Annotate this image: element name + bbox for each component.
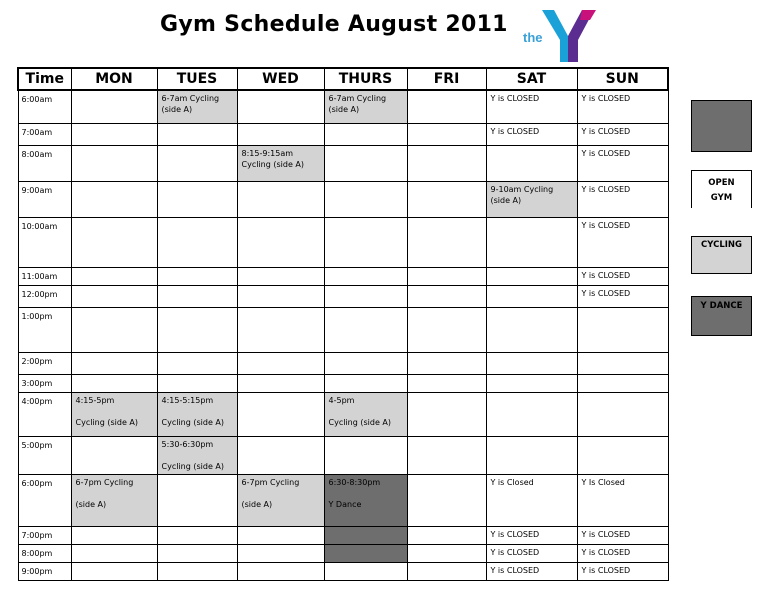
schedule-cell-thurs — [324, 181, 407, 217]
schedule-row — [18, 526, 668, 544]
schedule-cell-sun — [577, 392, 668, 436]
schedule-cell-fri — [407, 267, 486, 285]
time-cell: 3:00pm — [18, 374, 71, 392]
schedule-cell-wed — [237, 544, 324, 562]
schedule-cell-fri — [407, 352, 486, 374]
schedule-cell-tues — [157, 352, 237, 374]
schedule-cell-thurs: 4-5pm Cycling (side A) — [324, 392, 407, 436]
schedule-row — [18, 562, 668, 580]
time-cell: 5:00pm — [18, 436, 71, 474]
schedule-cell-fri — [407, 562, 486, 580]
schedule-cell-thurs — [324, 374, 407, 392]
schedule-cell-wed — [237, 123, 324, 145]
schedule-cell-sun: Y is CLOSED — [577, 90, 668, 123]
schedule-cell-tues — [157, 123, 237, 145]
schedule-cell-tues: 5:30-6:30pm Cycling (side A) — [157, 436, 237, 474]
time-cell: 8:00am — [18, 145, 71, 181]
page-title: Gym Schedule August 2011 — [160, 12, 508, 37]
schedule-cell-fri — [407, 526, 486, 544]
schedule-cell-fri — [407, 123, 486, 145]
schedule-cell-sat: 9-10am Cycling (side A) — [486, 181, 577, 217]
schedule-cell-sun: Y is CLOSED — [577, 526, 668, 544]
legend-swatch-dark — [691, 100, 752, 152]
schedule-cell-thurs — [324, 436, 407, 474]
schedule-cell-sun — [577, 307, 668, 352]
schedule-cell-wed — [237, 307, 324, 352]
schedule-cell-thurs: 6:30-8:30pm Y Dance — [324, 474, 407, 526]
time-cell: 10:00am — [18, 217, 71, 267]
schedule-cell-fri — [407, 181, 486, 217]
schedule-cell-tues — [157, 267, 237, 285]
schedule-cell-sat: Y is CLOSED — [486, 123, 577, 145]
schedule-cell-sun — [577, 352, 668, 374]
schedule-cell-tues — [157, 544, 237, 562]
schedule-row — [18, 307, 668, 352]
schedule-row — [18, 352, 668, 374]
schedule-cell-sat — [486, 374, 577, 392]
schedule-cell-mon — [71, 352, 157, 374]
schedule-cell-sun: Y Is Closed — [577, 474, 668, 526]
schedule-cell-wed — [237, 392, 324, 436]
schedule-cell-thurs — [324, 267, 407, 285]
schedule-row — [18, 392, 668, 436]
column-header-sat: SAT — [486, 68, 577, 90]
schedule-row — [18, 374, 668, 392]
schedule-cell-wed: 6-7pm Cycling (side A) — [237, 474, 324, 526]
schedule-cell-sat — [486, 267, 577, 285]
schedule-row — [18, 181, 668, 217]
schedule-cell-fri — [407, 474, 486, 526]
schedule-cell-mon — [71, 374, 157, 392]
schedule-cell-sat: Y is CLOSED — [486, 562, 577, 580]
schedule-cell-sat — [486, 285, 577, 307]
schedule-row — [18, 217, 668, 267]
schedule-cell-sun: Y is CLOSED — [577, 145, 668, 181]
schedule-cell-sat — [486, 436, 577, 474]
column-header-tues: TUES — [157, 68, 237, 90]
time-cell: 9:00pm — [18, 562, 71, 580]
schedule-cell-sat: Y is CLOSED — [486, 526, 577, 544]
schedule-cell-sun: Y is CLOSED — [577, 285, 668, 307]
schedule-cell-sun: Y is CLOSED — [577, 544, 668, 562]
time-cell: 2:00pm — [18, 352, 71, 374]
schedule-cell-wed — [237, 90, 324, 123]
legend-cycling: CYCLING — [691, 236, 752, 274]
logo-text: the — [523, 30, 543, 45]
schedule-cell-fri — [407, 145, 486, 181]
schedule-row — [18, 285, 668, 307]
schedule-cell-mon — [71, 90, 157, 123]
time-cell: 12:00pm — [18, 285, 71, 307]
schedule-cell-mon — [71, 145, 157, 181]
schedule-cell-tues: 4:15-5:15pm Cycling (side A) — [157, 392, 237, 436]
schedule-cell-tues — [157, 181, 237, 217]
schedule-cell-tues — [157, 526, 237, 544]
schedule-cell-sun: Y is CLOSED — [577, 267, 668, 285]
schedule-cell-mon — [71, 217, 157, 267]
schedule-cell-mon — [71, 544, 157, 562]
schedule-cell-mon — [71, 436, 157, 474]
schedule-cell-wed — [237, 526, 324, 544]
schedule-cell-wed: 8:15-9:15am Cycling (side A) — [237, 145, 324, 181]
ymca-logo — [520, 6, 600, 64]
schedule-cell-wed — [237, 181, 324, 217]
schedule-cell-wed — [237, 267, 324, 285]
schedule-cell-thurs — [324, 123, 407, 145]
schedule-row — [18, 145, 668, 181]
schedule-cell-thurs: 6-7am Cycling (side A) — [324, 90, 407, 123]
schedule-cell-sun — [577, 374, 668, 392]
schedule-cell-sun: Y is CLOSED — [577, 562, 668, 580]
schedule-cell-tues — [157, 307, 237, 352]
column-header-time: Time — [18, 68, 71, 90]
schedule-cell-fri — [407, 544, 486, 562]
schedule-cell-tues — [157, 374, 237, 392]
schedule-cell-thurs — [324, 217, 407, 267]
schedule-cell-sun: Y is CLOSED — [577, 217, 668, 267]
schedule-cell-mon — [71, 307, 157, 352]
schedule-cell-tues — [157, 562, 237, 580]
schedule-cell-sun: Y is CLOSED — [577, 123, 668, 145]
schedule-row — [18, 436, 668, 474]
schedule-cell-thurs — [324, 145, 407, 181]
schedule-cell-wed — [237, 352, 324, 374]
schedule-cell-sat: Y is CLOSED — [486, 90, 577, 123]
schedule-cell-mon — [71, 181, 157, 217]
schedule-cell-tues — [157, 217, 237, 267]
legend-open-gym: OPEN GYM — [691, 170, 752, 208]
schedule-cell-fri — [407, 436, 486, 474]
schedule-row — [18, 544, 668, 562]
schedule-cell-thurs — [324, 285, 407, 307]
schedule-cell-tues: 6-7am Cycling (side A) — [157, 90, 237, 123]
schedule-cell-sat — [486, 392, 577, 436]
schedule-cell-thurs — [324, 307, 407, 352]
column-header-sun: SUN — [577, 68, 668, 90]
schedule-cell-thurs — [324, 562, 407, 580]
schedule-cell-sat: Y is CLOSED — [486, 544, 577, 562]
schedule-cell-mon — [71, 562, 157, 580]
time-cell: 8:00pm — [18, 544, 71, 562]
schedule-row — [18, 123, 668, 145]
schedule-cell-thurs — [324, 544, 407, 562]
schedule-cell-wed — [237, 436, 324, 474]
column-header-fri: FRI — [407, 68, 486, 90]
header-row — [18, 68, 668, 90]
schedule-cell-sat: Y is Closed — [486, 474, 577, 526]
time-cell: 7:00pm — [18, 526, 71, 544]
schedule-cell-tues — [157, 474, 237, 526]
schedule-cell-fri — [407, 90, 486, 123]
schedule-cell-sun: Y is CLOSED — [577, 181, 668, 217]
ymca-y-icon — [520, 6, 600, 64]
time-cell: 1:00pm — [18, 307, 71, 352]
schedule-cell-wed — [237, 285, 324, 307]
schedule-cell-sun — [577, 436, 668, 474]
schedule-cell-sat — [486, 145, 577, 181]
schedule-body — [18, 90, 668, 580]
schedule-cell-fri — [407, 374, 486, 392]
schedule-row — [18, 267, 668, 285]
schedule-cell-sat — [486, 217, 577, 267]
schedule-cell-mon — [71, 267, 157, 285]
time-cell: 6:00pm — [18, 474, 71, 526]
schedule-cell-mon — [71, 123, 157, 145]
schedule-cell-tues — [157, 285, 237, 307]
schedule-cell-mon: 6-7pm Cycling (side A) — [71, 474, 157, 526]
column-header-mon: MON — [71, 68, 157, 90]
time-cell: 11:00am — [18, 267, 71, 285]
schedule-cell-thurs — [324, 526, 407, 544]
time-cell: 7:00am — [18, 123, 71, 145]
schedule-cell-tues — [157, 145, 237, 181]
time-cell: 9:00am — [18, 181, 71, 217]
schedule-cell-sat — [486, 352, 577, 374]
schedule-cell-mon — [71, 526, 157, 544]
legend-y-dance: Y DANCE — [691, 296, 752, 336]
schedule-cell-mon — [71, 285, 157, 307]
schedule-cell-mon: 4:15-5pm Cycling (side A) — [71, 392, 157, 436]
schedule-cell-wed — [237, 562, 324, 580]
time-cell: 6:00am — [18, 90, 71, 123]
schedule-row — [18, 474, 668, 526]
schedule-cell-sat — [486, 307, 577, 352]
schedule-cell-thurs — [324, 352, 407, 374]
column-header-wed: WED — [237, 68, 324, 90]
schedule-cell-fri — [407, 392, 486, 436]
time-cell: 4:00pm — [18, 392, 71, 436]
column-header-thurs: THURS — [324, 68, 407, 90]
schedule-cell-fri — [407, 217, 486, 267]
schedule-cell-fri — [407, 285, 486, 307]
schedule-row — [18, 90, 668, 123]
schedule-cell-fri — [407, 307, 486, 352]
schedule-cell-wed — [237, 217, 324, 267]
schedule-cell-wed — [237, 374, 324, 392]
schedule-table — [17, 67, 669, 581]
